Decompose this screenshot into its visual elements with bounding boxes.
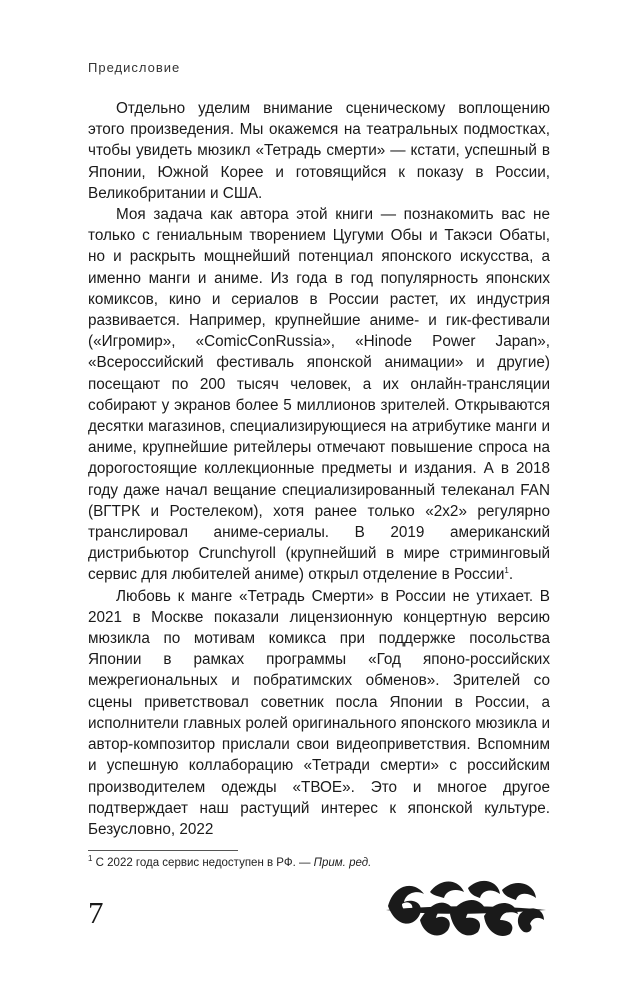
running-header: Предисловие xyxy=(88,60,181,75)
main-text xyxy=(88,98,550,840)
footnote: $^1$ С 2022 года сервис недоступен в РФ. — Прим. ред. xyxy=(88,854,372,869)
footnote-divider xyxy=(88,850,238,851)
paragraph: Моя задача как автора этой книги — познакомить вас не только с гениальным творением Цугуми Обы и Такэси Обаты, но и раскрыть мощнейший потенциал японского искусства, а именно манги и аниме. Из года в год популярность японских комиксов, кино и сериалов в России растет, их индустрия развивается. Например, крупнейшие аниме- и гик-фестивали («Игромир», «ComicConRussia», «Hinode Power Japan», «Всероссийский фестиваль японской анимации» и другие) посещают по 200 тысяч человек, а их онлайн-трансляции собирают у экранов более 5 миллионов зрителей. Открываются десятки магазинов, специализирующиеся на атрибутике манги и аниме, крупнейшие ритейлеры отмечают повышение спроса на дорогостоящие коллекционные предметы и издания. А в 2018 году даже начал вещание специализированный телеканал FAN (ВГТРК и Ростелеком), хотя ранее только «2x2» регулярно транслировал аниме-сериалы. В 2019 американский дистрибьютор Crunchyroll (крупнейший в мире стриминговый сервис для любителей аниме) открыл отделение в России$^1$. xyxy=(88,206,550,584)
page-number: 7 xyxy=(88,895,104,930)
paragraph: Отдельно уделим внимание сценическому воплощению этого произведения. Мы окажемся на театральных подмостках, чтобы увидеть мюзикл «Тетрадь смерти» — кстати, успешный в Японии, Южной Корее и готовящийся к показу в России, Великобритании и США. xyxy=(88,100,550,202)
footnote-reference[interactable]: 1 xyxy=(504,566,509,576)
brush-ornament-icon xyxy=(384,870,548,942)
paragraph: Любовь к манге «Тетрадь Смерти» в России не утихает. В 2021 в Москве показали лицензионную концертную версию мюзикла по мотивам комикса при поддержке посольства Японии в рамках программы «Год японо-российских межрегиональных и побратимских обменов». Зрителей со сцены приветствовал советник посла Японии в России, а исполнители главных ролей оригинального японского мюзикла и автор-композитор прислали свои видеоприветствия. Вспомним и успешную коллаборацию «Тетради смерти» с российским производителем одежды «ТВОЕ». Это и многое другое подтверждает наш растущий интерес к японской культуре. Безусловно, 2022 xyxy=(88,587,550,838)
